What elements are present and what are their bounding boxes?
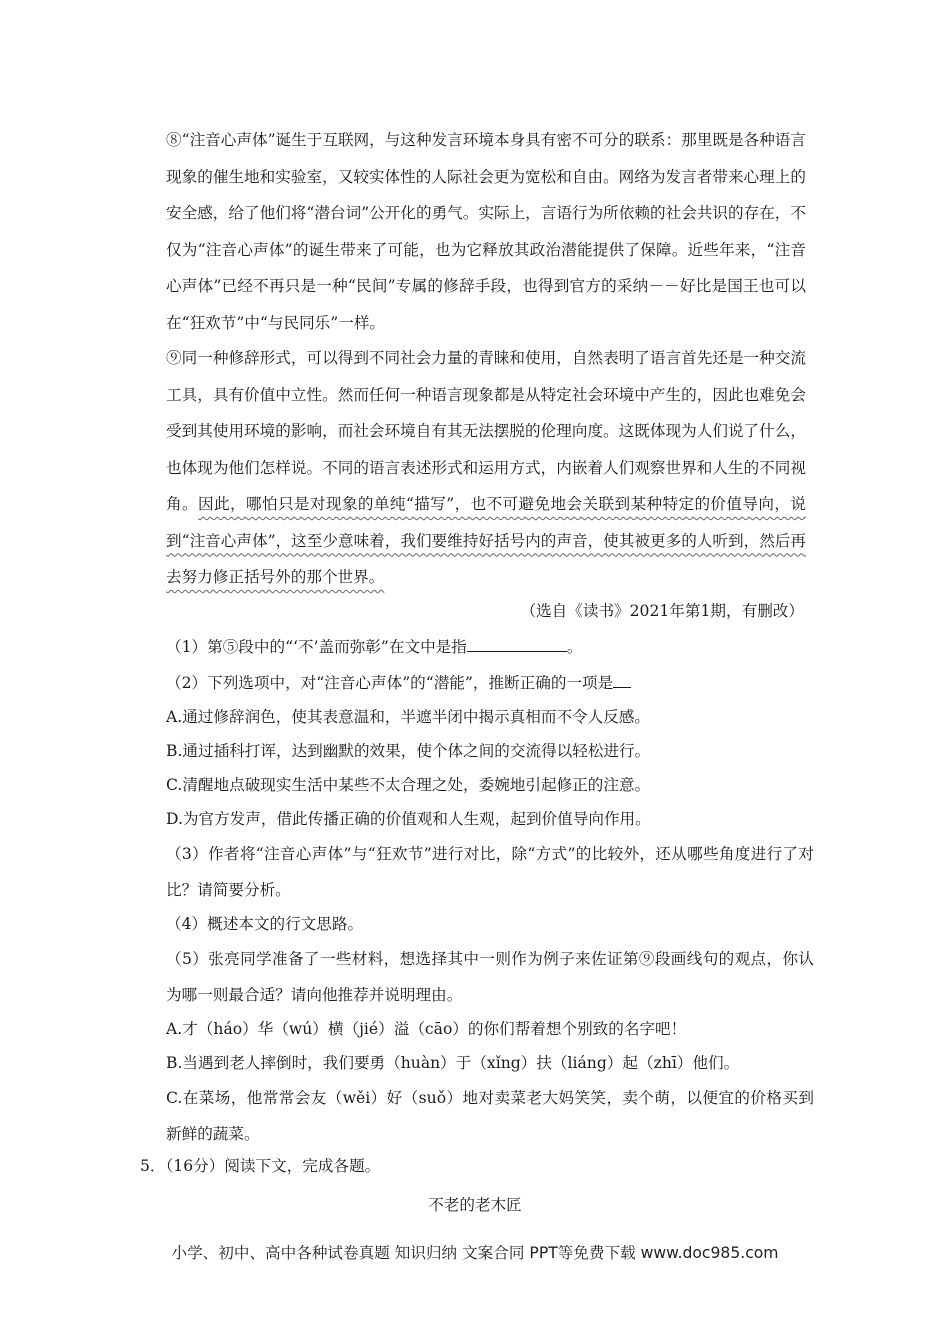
option-5a: A.才（háo）华（wú）横（jié）溢（cāo）的你们帮着想个别致的名字吧！ [166,1020,687,1038]
question-5: （5）张亮同学准备了一些材料，想选择其中一则作为例子来佐证第⑨段画线句的观点，你认为哪一则最合适？请向他推荐并说明理由。 [166,950,814,1004]
question-4: （4）概述本文的行文思路。 [166,915,364,933]
question-2-text: （2）下列选项中，对“注音心声体”的“潜能”，推断正确的一项是 [166,674,614,692]
question-2 [166,668,816,698]
option-2b: B.通过插科打诨，达到幽默的效果，使个体之间的交流得以轻松进行。 [166,742,651,760]
option-2c: C.清醒地点破现实生活中某些不太合理之处，委婉地引起修正的注意。 [166,776,651,794]
question-1 [166,632,816,662]
source-citation: （选自《读书》2021年第1期，有删改） [520,602,804,620]
option-2d: D.为官方发声，借此传播正确的价值观和人生观，起到价值导向作用。 [166,810,651,828]
option-5b: B.当遇到老人摔倒时，我们要勇（huàn）于（xǐng）扶（liáng）起（zhī）他们。 [166,1054,740,1072]
footer-watermark-text: 小学、初中、高中各种试卷真题 知识归纳 文案合同 PPT等免费下载 www.doc985.com [171,1244,779,1262]
paragraph-9 [166,340,806,596]
section-5-heading: 5．（16分）阅读下文，完成各题。 [140,1157,381,1175]
paragraph-8: ⑧“注音心声体”诞生于互联网，与这种发言环境本身具有密不可分的联系：那里既是各种语言现象的催生地和实验室，又较实体性的人际社会更为宽松和自由。网络为发言者带来心理上的安全感，给了他们将“潜台词”公开化的勇气。实际上，言语行为所依赖的社会共识的存在，不仅为“注音心声体”的诞生带来了可能，也为它释放其政治潜能提供了保障。近些年来，“注音心声体”已经不再只是一种“民间”专属的修辞手段，也得到官方的采纳－－好比是国王也可以在“狂欢节”中“与民同乐”一样。 [166,131,806,332]
paragraph-9-underlined-sentence: 因此，哪怕只是对现象的单纯“描写”，也不可避免地会关联到某种特定的价值导向，说到“注音心声体”，这至少意味着，我们要维持好括号内的声音，使其被更多的人听到，然后再去努力修正括号外的那个世界。 [166,495,806,586]
option-2a: A.通过修辞润色，使其表意温和，半遮半闭中揭示真相而不令人反感。 [166,708,651,726]
question-3: （3）作者将“注音心声体”与“狂欢节”进行对比，除“方式”的比较外，还从哪些角度进行了对比？请简要分析。 [166,845,814,899]
article-title: 不老的老木匠 [428,1196,522,1214]
paragraph-9-text: ⑨同一种修辞形式，可以得到不同社会力量的青睐和使用，自然表明了语言首先还是一种交流工具，具有价值中立性。然而任何一种语言现象都是从特定社会环境中产生的，因此也难免会受到其使用环境的影响，而社会环境自有其无法摆脱的伦理向度。这既体现为人们说了什么，也体现为他们怎样说。不同的语言表述形式和运用方式，内嵌着人们观察世界和人生的不同视角。 [166,349,806,513]
question-1-text: （1）第⑤段中的“‘不’盖而弥彰”在文中是指 [166,638,467,656]
question-1-end: 。 [566,638,583,656]
option-5c: C.在菜场，他常常会友（wěi）好（suǒ）地对卖菜老大妈笑笑，卖个萌，以便宜的价格买到新鲜的蔬菜。 [166,1089,814,1143]
answer-blank-1[interactable] [467,635,567,652]
answer-blank-2[interactable] [613,671,631,688]
